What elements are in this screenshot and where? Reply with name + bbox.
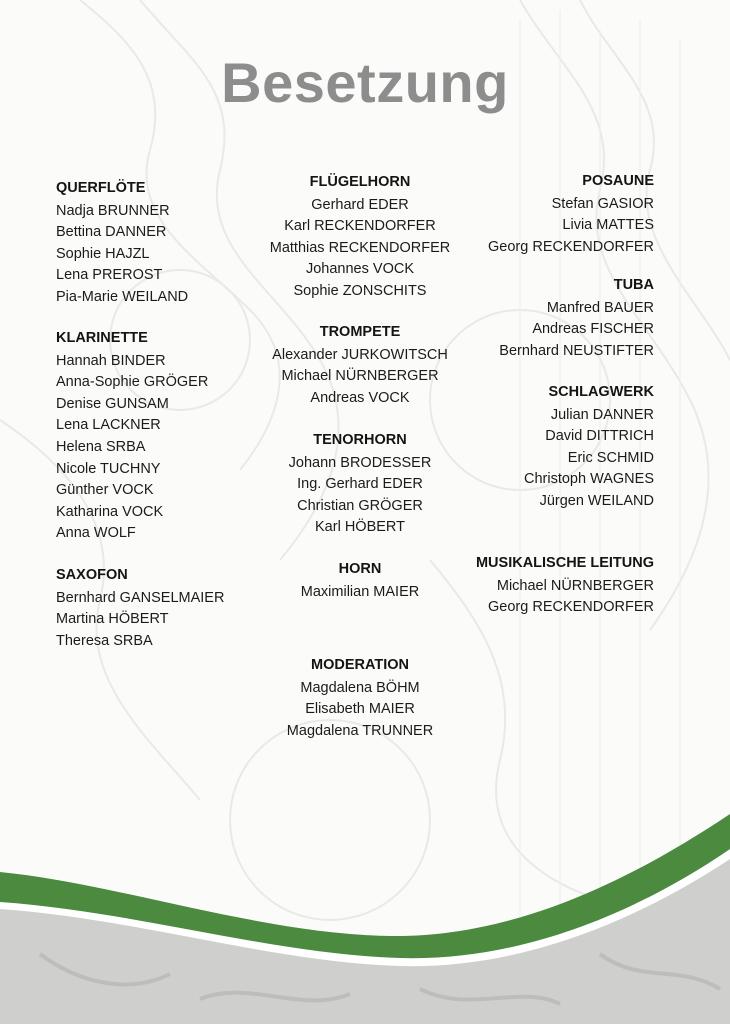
section-heading: MODERATION bbox=[310, 657, 409, 673]
member-name: Georg RECKENDORFER bbox=[488, 238, 654, 255]
member-name: Johann BRODESSER bbox=[288, 454, 432, 471]
member-name: Christoph WAGNES bbox=[524, 471, 654, 488]
member-name: Georg RECKENDORFER bbox=[488, 599, 654, 616]
section-saxofon bbox=[56, 565, 224, 652]
member-name: Michael NÜRNBERGER bbox=[496, 577, 654, 594]
member-name: Gerhard EDER bbox=[311, 196, 409, 213]
member-name: Günther VOCK bbox=[56, 482, 154, 499]
member-name: Christian GRÖGER bbox=[297, 497, 423, 514]
member-name: Nadja BRUNNER bbox=[56, 202, 170, 219]
member-name: Stefan GASIOR bbox=[551, 195, 654, 212]
member-name: Ing. Gerhard EDER bbox=[297, 476, 423, 493]
member-name: Julian DANNER bbox=[550, 406, 654, 423]
member-name: Matthias RECKENDORFER bbox=[269, 239, 451, 256]
section-heading: TENORHORN bbox=[313, 432, 407, 448]
section-heading: MUSIKALISCHE LEITUNG bbox=[475, 555, 654, 571]
member-name: Martina HÖBERT bbox=[56, 611, 169, 628]
member-name: Nicole TUCHNY bbox=[56, 460, 161, 477]
member-name: Karl RECKENDORFER bbox=[284, 218, 436, 235]
section-heading: KLARINETTE bbox=[56, 330, 148, 346]
section-tuba bbox=[499, 275, 654, 362]
member-name: Pia-Marie WEILAND bbox=[56, 288, 189, 305]
member-name: Hannah BINDER bbox=[56, 352, 166, 369]
member-name: Andreas VOCK bbox=[310, 389, 410, 406]
member-name: David DITTRICH bbox=[545, 428, 654, 445]
section-heading: TROMPETE bbox=[319, 324, 401, 340]
section-heading: POSAUNE bbox=[582, 173, 654, 189]
member-name: Eric SCHMID bbox=[567, 449, 654, 466]
section-heading: SAXOFON bbox=[56, 567, 128, 583]
section-heading: SCHLAGWERK bbox=[548, 384, 654, 400]
member-name: Bettina DANNER bbox=[56, 224, 167, 241]
member-name: Magdalena TRUNNER bbox=[286, 722, 434, 739]
member-name: Lena PREROST bbox=[56, 267, 163, 284]
section-klarinette bbox=[56, 328, 208, 545]
member-name: Alexander JURKOWITSCH bbox=[272, 346, 448, 363]
member-name: Manfred BAUER bbox=[546, 299, 654, 316]
member-name: Katharina VOCK bbox=[56, 503, 164, 520]
section-heading: TUBA bbox=[613, 277, 654, 293]
page-title: Besetzung bbox=[221, 51, 509, 114]
section-tenorhorn bbox=[250, 430, 470, 539]
member-name: Johannes VOCK bbox=[305, 261, 414, 278]
member-name: Livia MATTES bbox=[562, 217, 654, 234]
section-posaune bbox=[488, 171, 654, 258]
member-name: Anna WOLF bbox=[56, 525, 136, 542]
section-querfloete bbox=[56, 178, 188, 309]
member-name: Bernhard NEUSTIFTER bbox=[499, 342, 654, 359]
member-name: Theresa SRBA bbox=[56, 632, 153, 649]
section-horn bbox=[250, 559, 470, 603]
section-heading: QUERFLÖTE bbox=[56, 180, 146, 196]
section-fluegelhorn bbox=[250, 172, 470, 303]
member-name: Michael NÜRNBERGER bbox=[281, 368, 439, 385]
member-name: Karl HÖBERT bbox=[315, 519, 405, 536]
member-name: Sophie HAJZL bbox=[56, 245, 150, 262]
member-name: Elisabeth MAIER bbox=[305, 701, 415, 718]
member-name: Magdalena BÖHM bbox=[300, 679, 420, 696]
member-name: Helena SRBA bbox=[56, 438, 146, 455]
member-name: Denise GUNSAM bbox=[56, 395, 169, 412]
member-name: Jürgen WEILAND bbox=[539, 492, 654, 509]
member-name: Andreas FISCHER bbox=[532, 321, 654, 338]
section-moderation bbox=[250, 655, 470, 742]
section-heading: HORN bbox=[338, 561, 382, 577]
section-heading: FLÜGELHORN bbox=[309, 174, 411, 190]
member-name: Anna-Sophie GRÖGER bbox=[56, 374, 209, 391]
decorative-wave-band bbox=[0, 814, 730, 1024]
member-name: Bernhard GANSELMAIER bbox=[56, 589, 225, 606]
member-name: Maximilian MAIER bbox=[300, 583, 420, 600]
section-trompete bbox=[250, 322, 470, 409]
member-name: Lena LACKNER bbox=[56, 417, 161, 434]
section-schlagwerk bbox=[524, 382, 654, 513]
section-musikalische-leitung bbox=[476, 553, 654, 619]
member-name: Sophie ZONSCHITS bbox=[293, 282, 427, 299]
